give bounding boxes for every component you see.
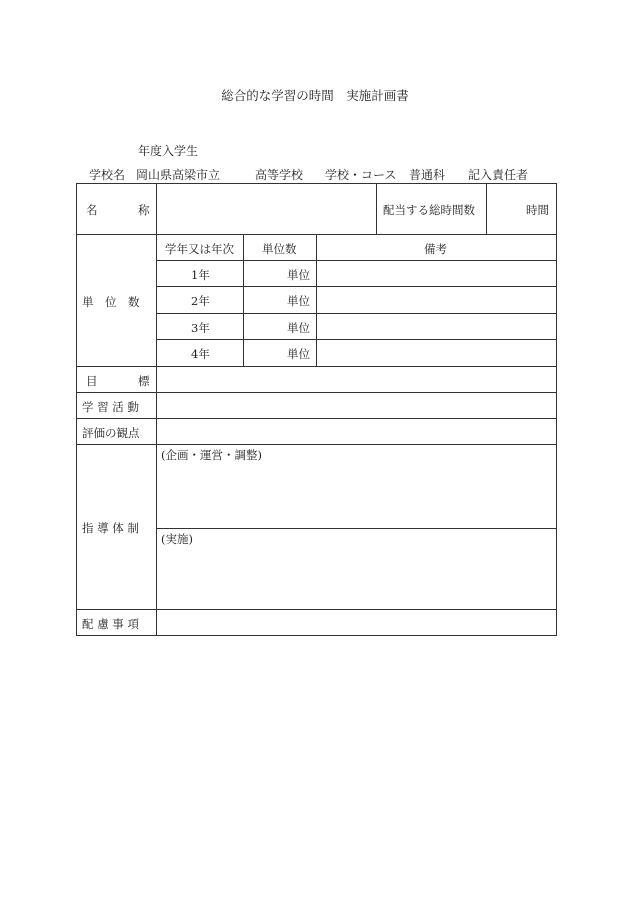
course-value: 普通科 (409, 168, 446, 182)
remarks-header: 備考 (424, 242, 447, 256)
activities-label: 学 習 活 動 (82, 400, 139, 414)
evaluation-label: 評価の観点 (82, 426, 140, 440)
school-name-label: 学校名 (89, 168, 126, 182)
hours-unit: 時間 (526, 203, 549, 217)
guidance-planning-note: (企画・運営・調整) (161, 448, 262, 462)
credits-header: 単位数 (262, 242, 297, 256)
recorder-label: 記入責任者 (468, 168, 529, 182)
name-label-right: 称 (138, 203, 150, 217)
entry-year-label: 年度入学生 (138, 144, 199, 158)
school-type: 高等学校 (255, 168, 304, 182)
name-label-left: 名 (86, 203, 98, 217)
credit-row-unit: 単位 (287, 268, 310, 282)
guidance-label: 指 導 体 制 (82, 521, 139, 535)
credit-row-grade: 1年 (191, 268, 210, 282)
school-name-value: 岡山県高梁市立 (136, 168, 221, 182)
credits-label: 単 位 数 (82, 295, 140, 309)
goals-label-right: 標 (138, 374, 150, 388)
grade-header: 学年又は年次 (165, 242, 234, 256)
course-label: 学校・コース (325, 168, 397, 182)
credit-row-grade: 2年 (191, 294, 210, 308)
credit-row-grade: 4年 (191, 347, 210, 361)
credit-row-unit: 単位 (287, 321, 310, 335)
goals-label-left: 目 (86, 374, 98, 388)
credit-row-grade: 3年 (191, 321, 210, 335)
credit-row-unit: 単位 (287, 294, 310, 308)
form-title: 総合的な学習の時間 実施計画書 (221, 88, 409, 103)
credit-row-unit: 単位 (287, 347, 310, 361)
guidance-implementation-note: (実施) (161, 532, 193, 546)
considerations-label: 配 慮 事 項 (82, 617, 139, 631)
total-hours-label: 配当する総時間数 (383, 203, 475, 217)
